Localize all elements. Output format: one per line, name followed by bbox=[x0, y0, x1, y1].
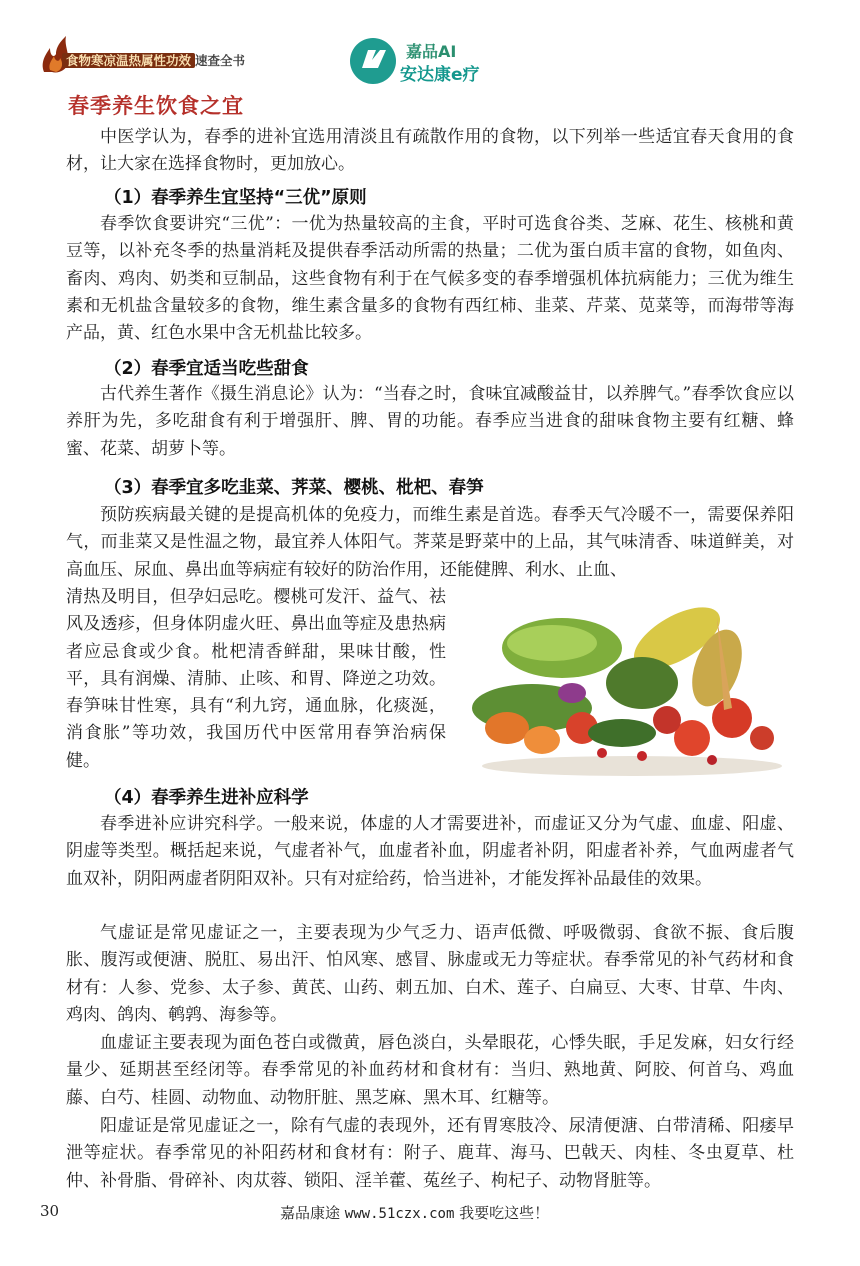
paragraph-s3-full: 预防疾病最关键的是提高机体的免疫力，而维生素是首选。春季天气冷暖不一，需要保养阳气，而韭菜又是性温之物，最宜养人体阳气。荠菜是野菜中的上品，其气味清香、味道鲜美，对高血压、尿血、鼻出血等病症有较好的防治作用，还能健脾、利水、止血、 bbox=[66, 505, 794, 580]
subheading-3: （3）春季宜多吃韭菜、荠菜、樱桃、枇杷、春笋 bbox=[104, 478, 484, 498]
page-number: 30 bbox=[40, 1202, 60, 1220]
footer-ad bbox=[280, 1202, 610, 1223]
book-title bbox=[62, 52, 292, 70]
paragraph-s4-2: 气虚证是常见虚证之一，主要表现为少气乏力、语声低微、呼吸微弱、食欲不振、食后腹胀、腹泻或便溏、脱肛、易出汗、怕风寒、感冒、脉虚或无力等症状。春季常见的补气药材和食材有：人参、党参、太子参、黄芪、山药、刺五加、白术、莲子、白扁豆、大枣、甘草、牛肉、鸡肉、鸽肉、鹌鹑、海参等。 bbox=[66, 923, 794, 1025]
subheading-4: （4）春季养生进补应科学 bbox=[104, 788, 309, 808]
paragraph-s4-1: 春季进补应讲究科学。一般来说，体虚的人才需要进补，而虚证又分为气虚、血虚、阳虚、阴虚等类型。概括起来说，气虚者补气，血虚者补血，阴虚者补阴，阳虚者补养，气血两虚者气血双补，阴阳两虚者阴阳双补。只有对症给药，恰当进补，才能发挥补品最佳的效果。 bbox=[66, 814, 794, 889]
paragraph-s3-wrapped: 清热及明目，但孕妇忌吃。樱桃可发汗、益气、祛风及透疹，但身体阴虚火旺、鼻出血等症及患热病者应忌食或少食。枇杷清香鲜甜，果味甘酸，性平，具有润燥、清肺、止咳、和胃、降逆之功效。春笋味甘性寒，具有“利九窍，通血脉，化痰涎，消食胀”等功效，我国历代中医常用春笋治病保健。 bbox=[66, 587, 446, 771]
intro-paragraph: 中医学认为，春季的进补宜选用清淡且有疏散作用的食物，以下列举一些适宜春天食用的食材，让大家在选择食物时，更加放心。 bbox=[66, 127, 794, 175]
subheading-1: （1）春季养生宜坚持“三优”原则 bbox=[104, 188, 367, 208]
page-header bbox=[0, 0, 860, 88]
section-title: 春季养生饮食之宜 bbox=[68, 94, 244, 118]
book-title-rest: 速查全书 bbox=[195, 53, 246, 68]
subheading-2: （2）春季宜适当吃些甜食 bbox=[104, 359, 309, 379]
footer-url[interactable]: www.51czx.com bbox=[344, 1206, 455, 1222]
footer-slogan: 我要吃这些！ bbox=[459, 1204, 550, 1222]
paragraph-s2: 古代养生著作《摄生消息论》认为：“当春之时，食味宜减酸益甘，以养脾气。”春季饮食应以养肝为先，多吃甜食有利于增强肝、脾、胃的功能。春季应当进食的甜味食物主要有红糖、蜂蜜、花菜、胡萝卜等。 bbox=[66, 384, 794, 459]
vegetables-illustration bbox=[462, 598, 792, 778]
paragraph-s4-4: 阳虚证是常见虚证之一，除有气虚的表现外，还有胃寒肢冷、尿清便溏、白带清稀、阳痿早泄等症状。春季常见的补阳药材和食材有：附子、鹿茸、海马、巴戟天、肉桂、冬虫夏草、杜仲、补骨脂、骨碎补、肉苁蓉、锁阳、淫羊藿、菟丝子、枸杞子、动物肾脏等。 bbox=[66, 1116, 794, 1191]
brand-logo bbox=[350, 38, 510, 86]
book-title-highlight: 食物寒凉温热属性功效 bbox=[62, 53, 195, 68]
paragraph-s1: 春季饮食要讲究“三优”：一优为热量较高的主食，平时可选食谷类、芝麻、花生、核桃和黄豆等，以补充冬季的热量消耗及提供春季活动所需的热量；二优为蛋白质丰富的食物，如鱼肉、畜肉、鸡肉、奶类和豆制品，这些食物有利于在气候多变的春季增强机体抗病能力；三优为维生素和无机盐含量较多的食物，维生素含量多的食物有西红柿、韭菜、芹菜、苋菜等，而海带等海产品，黄、红色水果中含无机盐比较多。 bbox=[66, 214, 794, 344]
footer-brand: 嘉品康途 bbox=[280, 1204, 341, 1222]
logo-mark bbox=[350, 38, 396, 84]
logo-text-top: 嘉品AI bbox=[406, 42, 457, 61]
paragraph-s4-3: 血虚证主要表现为面色苍白或微黄，唇色淡白，头晕眼花，心悸失眠，手足发麻，妇女行经量少、延期甚至经闭等。春季常见的补血药材和食材有：当归、熟地黄、阿胶、何首乌、鸡血藤、白芍、桂圆、动物血、动物肝脏、黑芝麻、黑木耳、红糖等。 bbox=[66, 1033, 794, 1108]
logo-text-bottom: 安达康e疗 bbox=[400, 65, 480, 85]
